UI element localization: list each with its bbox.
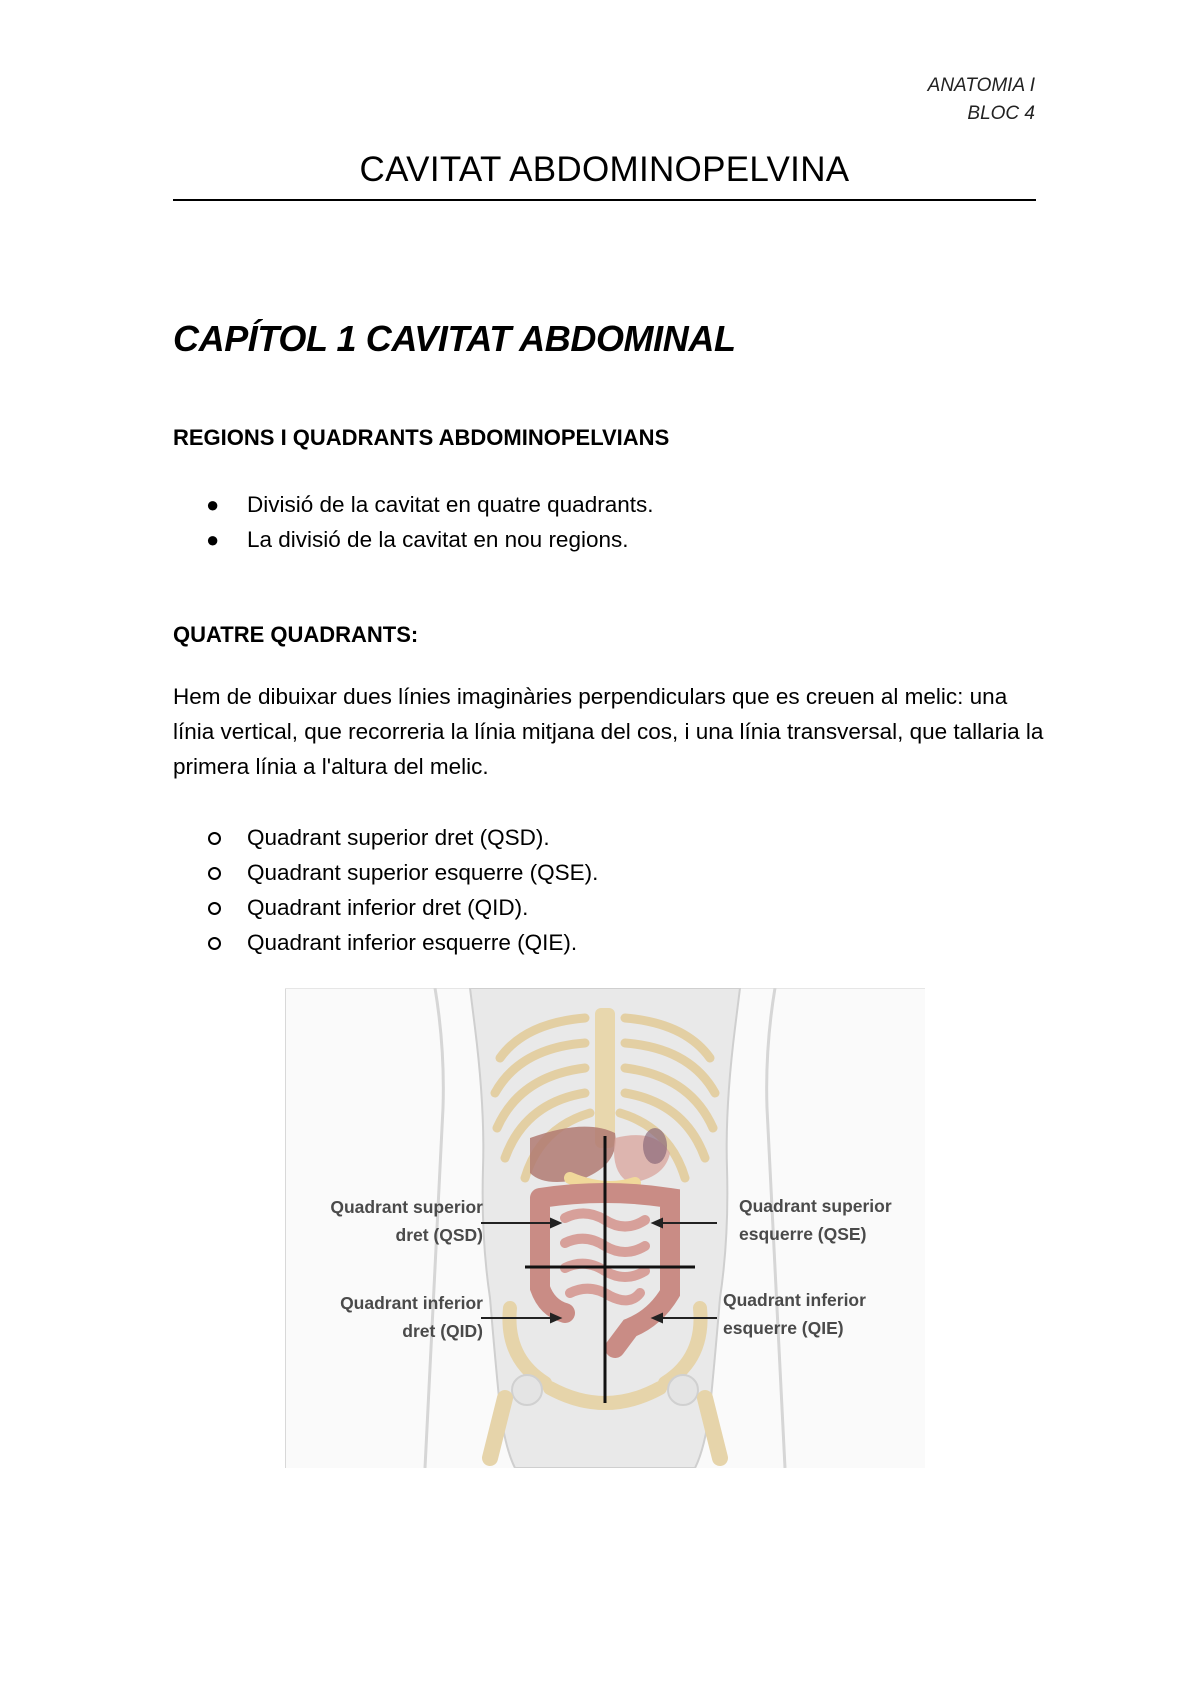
quadrants-list (173, 820, 1053, 960)
label-qse: Quadrant superior esquerre (QSE) (739, 1196, 892, 1244)
circle-bullet-icon (208, 937, 221, 950)
circle-bullet-icon (208, 832, 221, 845)
header-block: BLOC 4 (967, 103, 1035, 124)
list-item: Quadrant inferior dret (QID). (173, 890, 1053, 925)
circle-bullet-icon (208, 902, 221, 915)
section-heading-regions: REGIONS I QUADRANTS ABDOMINOPELVIANS (173, 425, 670, 450)
abdominal-quadrants-figure (285, 988, 925, 1468)
list-item: ● Divisió de la cavitat en quatre quadrants. (173, 487, 1053, 522)
list-item: ● La divisió de la cavitat en nou regions. (173, 522, 1053, 557)
label-qie: Quadrant inferior esquerre (QIE) (723, 1290, 866, 1338)
page-title: CAVITAT ABDOMINOPELVINA (359, 150, 850, 189)
bullet-icon: ● (206, 492, 220, 517)
list-item: Quadrant inferior esquerre (QIE). (173, 925, 1053, 960)
circle-bullet-icon (208, 867, 221, 880)
section-heading-quadrants: QUATRE QUADRANTS: (173, 622, 419, 647)
chapter-heading: CAPÍTOL 1 CAVITAT ABDOMINAL (173, 318, 736, 359)
document-header (928, 72, 1035, 128)
header-course: ANATOMIA I (927, 75, 1035, 96)
label-qsd: Quadrant superior dret (QSD) (330, 1197, 483, 1245)
quadrants-paragraph: Hem de dibuixar dues línies imaginàries perpendiculars que es creuen al melic: una línia vertical, que recorreria la línia mitjana del cos, i una línia transversal, que tallaria la primera línia a l'altura del melic. (173, 684, 1044, 779)
regions-bullet-list (173, 487, 1053, 557)
list-item: Quadrant superior esquerre (QSE). (173, 855, 1053, 890)
bullet-icon: ● (206, 527, 220, 552)
list-item: Quadrant superior dret (QSD). (173, 820, 1053, 855)
title-underline (173, 199, 1036, 201)
label-qid: Quadrant inferior dret (QID) (340, 1293, 483, 1341)
